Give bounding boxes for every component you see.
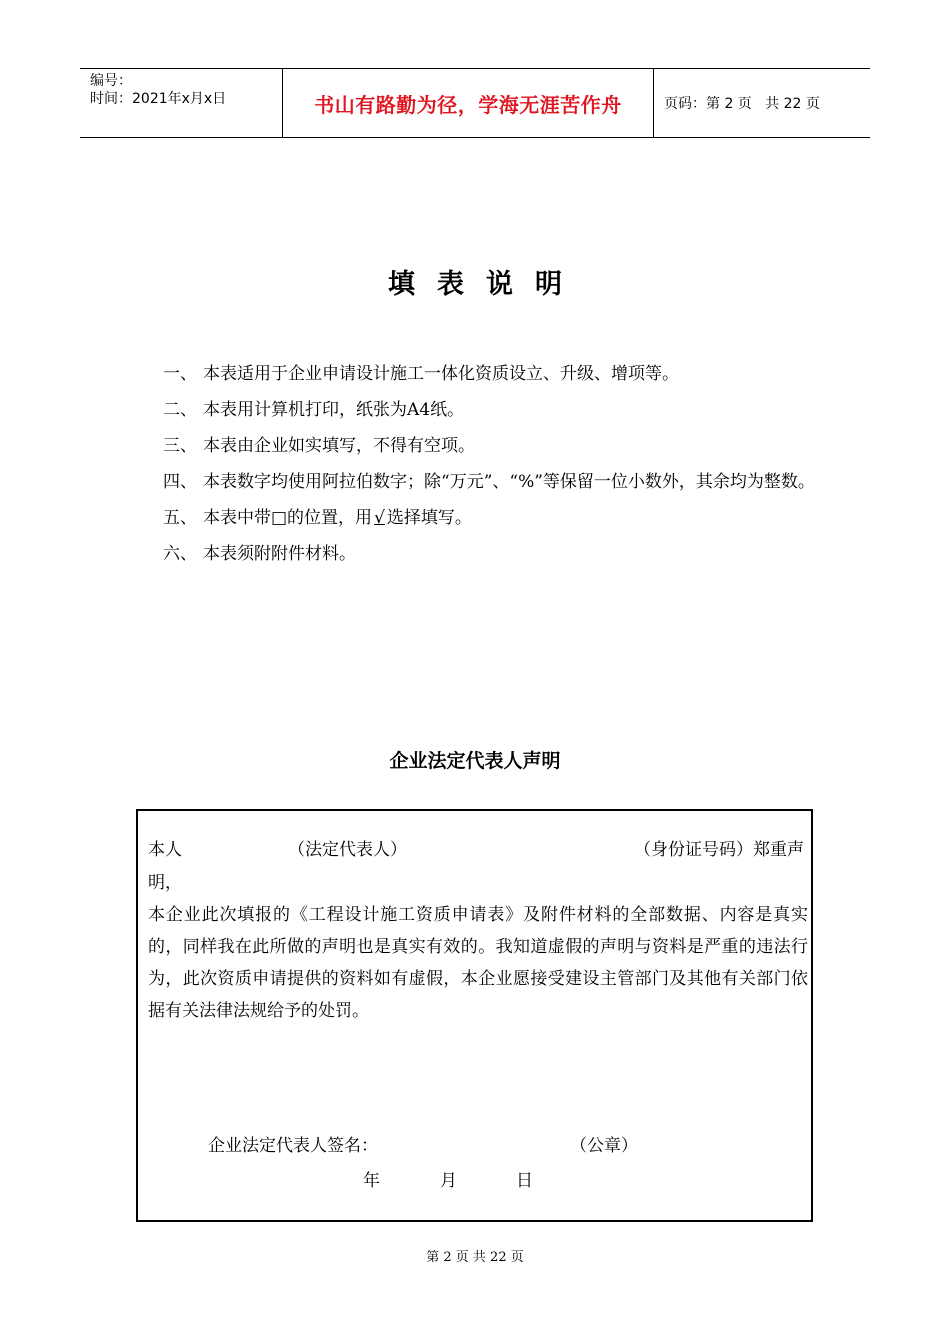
instruction-text: 本表由企业如实填写，不得有空项。 bbox=[203, 436, 475, 456]
instruction-text: 本表数字均使用阿拉伯数字；除“万元”、“%”等保留一位小数外，其余均为整数。 bbox=[203, 472, 815, 492]
date-month: 月 bbox=[440, 1171, 457, 1191]
instruction-text: 本表中带□的位置，用 bbox=[203, 508, 373, 528]
page-title-text: 填表说明 bbox=[388, 269, 584, 300]
instruction-number: 五、 bbox=[163, 508, 197, 528]
seal-label: （公章） bbox=[570, 1136, 638, 1156]
declaration-title: 企业法定代表人声明 bbox=[389, 750, 561, 772]
instruction-item bbox=[163, 464, 823, 500]
declaration-row-start: 本人 bbox=[148, 840, 182, 860]
date-year: 年 bbox=[363, 1171, 380, 1191]
page-header bbox=[80, 68, 870, 138]
declaration-body-line: 明， bbox=[148, 873, 182, 893]
declaration-box bbox=[136, 809, 813, 1222]
header-meta bbox=[80, 69, 282, 137]
instruction-number: 三、 bbox=[163, 436, 197, 456]
instruction-number: 二、 bbox=[163, 400, 197, 420]
check-mark-icon: √ bbox=[374, 508, 385, 528]
page-title bbox=[0, 262, 950, 301]
legal-rep-label: （法定代表人） bbox=[288, 840, 407, 860]
instruction-item bbox=[163, 500, 823, 536]
serial-label: 编号： bbox=[90, 73, 132, 89]
instruction-text: 本表须附附件材料。 bbox=[203, 544, 356, 564]
page-footer: 第 2 页 共 22 页 bbox=[426, 1250, 524, 1265]
instruction-number: 六、 bbox=[163, 544, 197, 564]
instruction-item bbox=[163, 392, 823, 428]
id-number-label: （身份证号码）郑重声 bbox=[634, 840, 804, 860]
date-day: 日 bbox=[516, 1171, 533, 1191]
instruction-text: 选择填写。 bbox=[386, 508, 472, 528]
instruction-number: 一、 bbox=[163, 364, 197, 384]
motto: 书山有路勤为径，学海无涯苦作舟 bbox=[314, 92, 622, 117]
declaration-paragraph: 本企业此次填报的《工程设计施工资质申请表》及附件材料的全部数据、内容是真实的，同样我在此所做的声明也是真实有效的。我知道虚假的声明与资料是严重的违法行为，此次资质申请提供的资料如有虚假，本企业愿接受建设主管部门及其他有关部门依据有关法律法规给予的处罚。 bbox=[148, 905, 809, 1021]
instruction-item bbox=[163, 356, 823, 392]
declaration-first-row bbox=[148, 835, 804, 859]
instruction-item bbox=[163, 428, 823, 464]
form-name: 工程设计施工资质申请表 bbox=[308, 905, 506, 925]
page-label: 页码：第 2 页 共 22 页 bbox=[664, 96, 820, 112]
instruction-text: 本表用计算机打印，纸张为A4纸。 bbox=[203, 400, 465, 420]
declaration-body bbox=[148, 867, 808, 1027]
header-motto-cell bbox=[282, 69, 654, 137]
instruction-number: 四、 bbox=[163, 472, 197, 492]
time-label: 时间：2021年x月x日 bbox=[90, 91, 227, 107]
header-page-cell bbox=[654, 69, 870, 137]
instruction-text: 本表适用于企业申请设计施工一体化资质设立、升级、增项等。 bbox=[203, 364, 679, 384]
instructions-list bbox=[163, 356, 823, 572]
instruction-item bbox=[163, 536, 823, 572]
signature-label: 企业法定代表人签名： bbox=[208, 1136, 378, 1156]
